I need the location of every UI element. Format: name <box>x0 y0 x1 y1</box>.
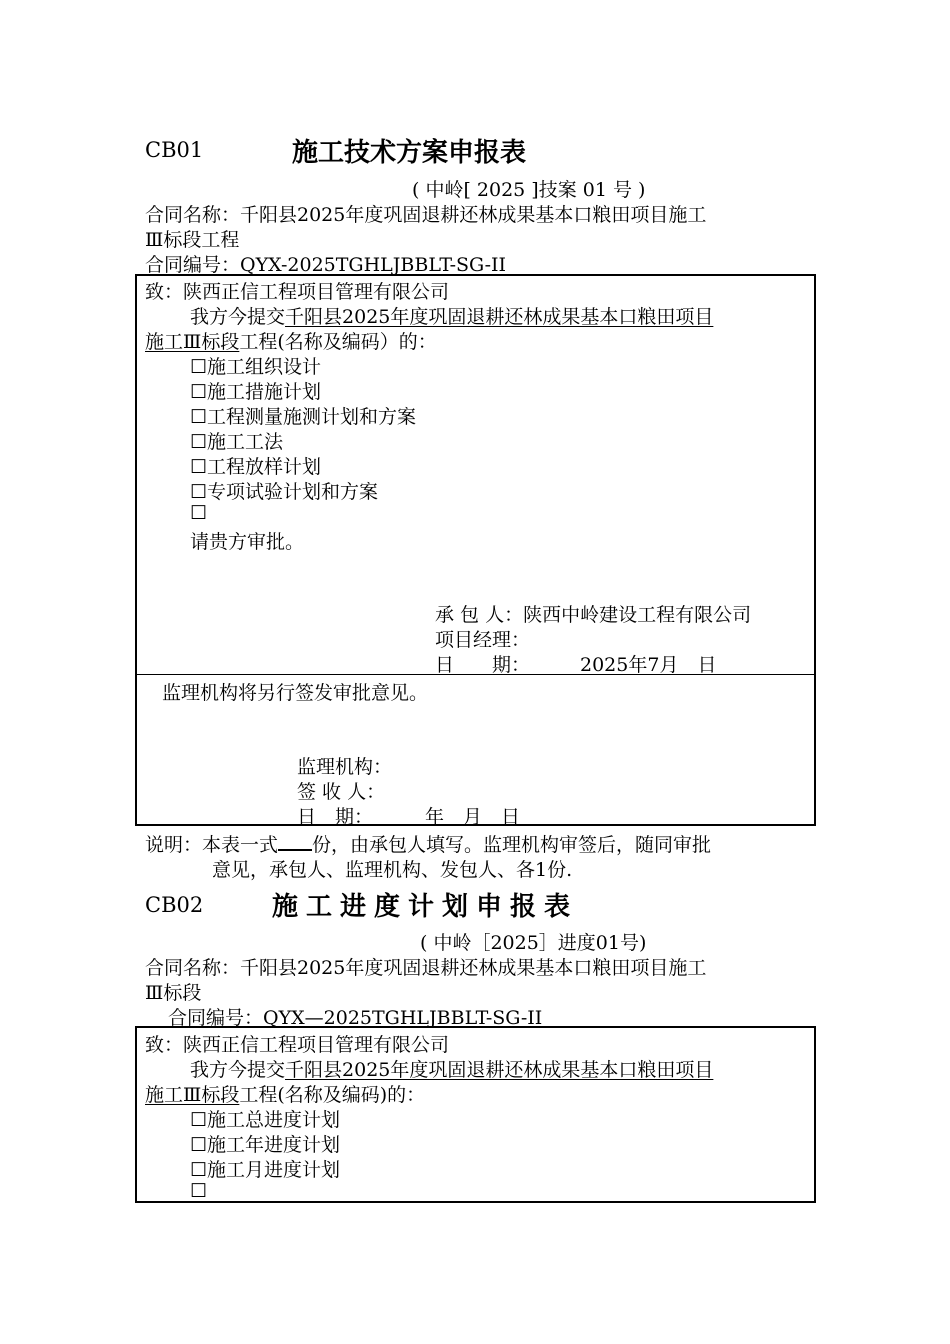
supervision-receiver-label: 签 收 人： <box>297 781 386 803</box>
addressee: 致：陕西正信工程项目管理有限公司 <box>145 1034 450 1056</box>
checkbox-icon[interactable]: ☐ <box>190 1109 208 1131</box>
checkbox-item[interactable] <box>190 1180 207 1202</box>
request-text: 请贵方审批。 <box>190 531 305 553</box>
checkbox-item[interactable]: ☐工程放样计划 <box>190 456 322 478</box>
checkbox-item[interactable]: ☐施工年进度计划 <box>190 1134 341 1156</box>
contractor-line <box>435 600 751 627</box>
contract-number: 合同编号：QYX—2025TGHLJBBLT-SG-II <box>168 1007 543 1029</box>
submission-prefix: 我方今提交 <box>190 306 286 328</box>
checkbox-icon[interactable]: ☐ <box>190 481 208 503</box>
checkbox-item[interactable]: ☐施工总进度计划 <box>190 1109 341 1131</box>
addressee: 致：陕西正信工程项目管理有限公司 <box>145 281 450 303</box>
checkbox-icon[interactable]: ☐ <box>190 1180 208 1202</box>
checkbox-icon[interactable]: ☐ <box>190 356 208 378</box>
checkbox-icon[interactable]: ☐ <box>190 1134 208 1156</box>
project-name: 千阳县2025年度巩固退耕还林成果基本口粮田项目 <box>285 306 714 328</box>
submission-line-cont <box>145 327 437 354</box>
contract-name-cont: Ⅲ标段 <box>145 982 202 1004</box>
submission-suffix: 工程(名称及编码)的： <box>239 1084 426 1106</box>
checkbox-item[interactable] <box>190 502 207 524</box>
form-title: 施工技术方案申报表 <box>292 138 527 168</box>
supervision-note: 监理机构将另行签发审批意见。 <box>162 682 429 704</box>
submission-suffix: 工程(名称及编码）的： <box>239 331 437 353</box>
supervision-date-label: 日 期： <box>297 806 374 828</box>
submission-line <box>190 1055 713 1082</box>
form-code: CB02 <box>145 893 204 917</box>
copies-blank[interactable] <box>278 832 312 851</box>
submission-prefix: 我方今提交 <box>190 1059 286 1081</box>
project-manager-label: 项目经理： <box>435 629 531 651</box>
form-reference-number: ( 中岭［2025］进度01号) <box>420 932 647 954</box>
checkbox-item[interactable]: ☐施工月进度计划 <box>190 1159 341 1181</box>
checkbox-item[interactable]: ☐工程测量施测计划和方案 <box>190 406 417 428</box>
form-reference-number: ( 中岭[ 2025 ]技案 01 号 ) <box>412 179 646 201</box>
contractor-value: 陕西中岭建设工程有限公司 <box>523 604 752 626</box>
project-name: 千阳县2025年度巩固退耕还林成果基本口粮田项目 <box>285 1059 714 1081</box>
contractor-label: 承 包 人： <box>435 604 524 626</box>
contract-name: 合同名称：千阳县2025年度巩固退耕还林成果基本口粮田项目施工 <box>145 957 707 979</box>
project-section: 施工Ⅲ标段 <box>145 1084 240 1106</box>
form-note-cont: 意见，承包人、监理机构、发包人、各1份. <box>212 859 573 881</box>
form-note: 说明：本表一式 份，由承包人填写。监理机构审签后，随同审批 <box>145 834 712 856</box>
project-section: 施工Ⅲ标段 <box>145 331 240 353</box>
checkbox-item[interactable]: ☐施工措施计划 <box>190 381 322 403</box>
supervision-date-value: 年 月 日 <box>425 806 521 828</box>
form-code: CB01 <box>145 138 204 162</box>
checkbox-item[interactable]: ☐施工工法 <box>190 431 284 453</box>
contract-number: 合同编号：QYX-2025TGHLJBBLT-SG-II <box>145 254 507 276</box>
supervision-org-label: 监理机构： <box>297 756 393 778</box>
checkbox-icon[interactable]: ☐ <box>190 456 208 478</box>
contract-name: 合同名称：千阳县2025年度巩固退耕还林成果基本口粮田项目施工 <box>145 204 707 226</box>
checkbox-icon[interactable]: ☐ <box>190 502 208 524</box>
submission-line <box>190 302 713 329</box>
checkbox-icon[interactable]: ☐ <box>190 406 208 428</box>
checkbox-item[interactable]: ☐施工组织设计 <box>190 356 322 378</box>
checkbox-icon[interactable]: ☐ <box>190 431 208 453</box>
date-label: 日 期： <box>435 654 531 676</box>
date-value: 2025年7月 日 <box>580 654 717 676</box>
form-title: 施工进度计划申报表 <box>272 892 579 922</box>
submission-line-cont <box>145 1080 425 1107</box>
checkbox-item[interactable]: ☐专项试验计划和方案 <box>190 481 379 503</box>
checkbox-icon[interactable]: ☐ <box>190 381 208 403</box>
contract-name-cont: Ⅲ标段工程 <box>145 229 240 251</box>
checkbox-icon[interactable]: ☐ <box>190 1159 208 1181</box>
